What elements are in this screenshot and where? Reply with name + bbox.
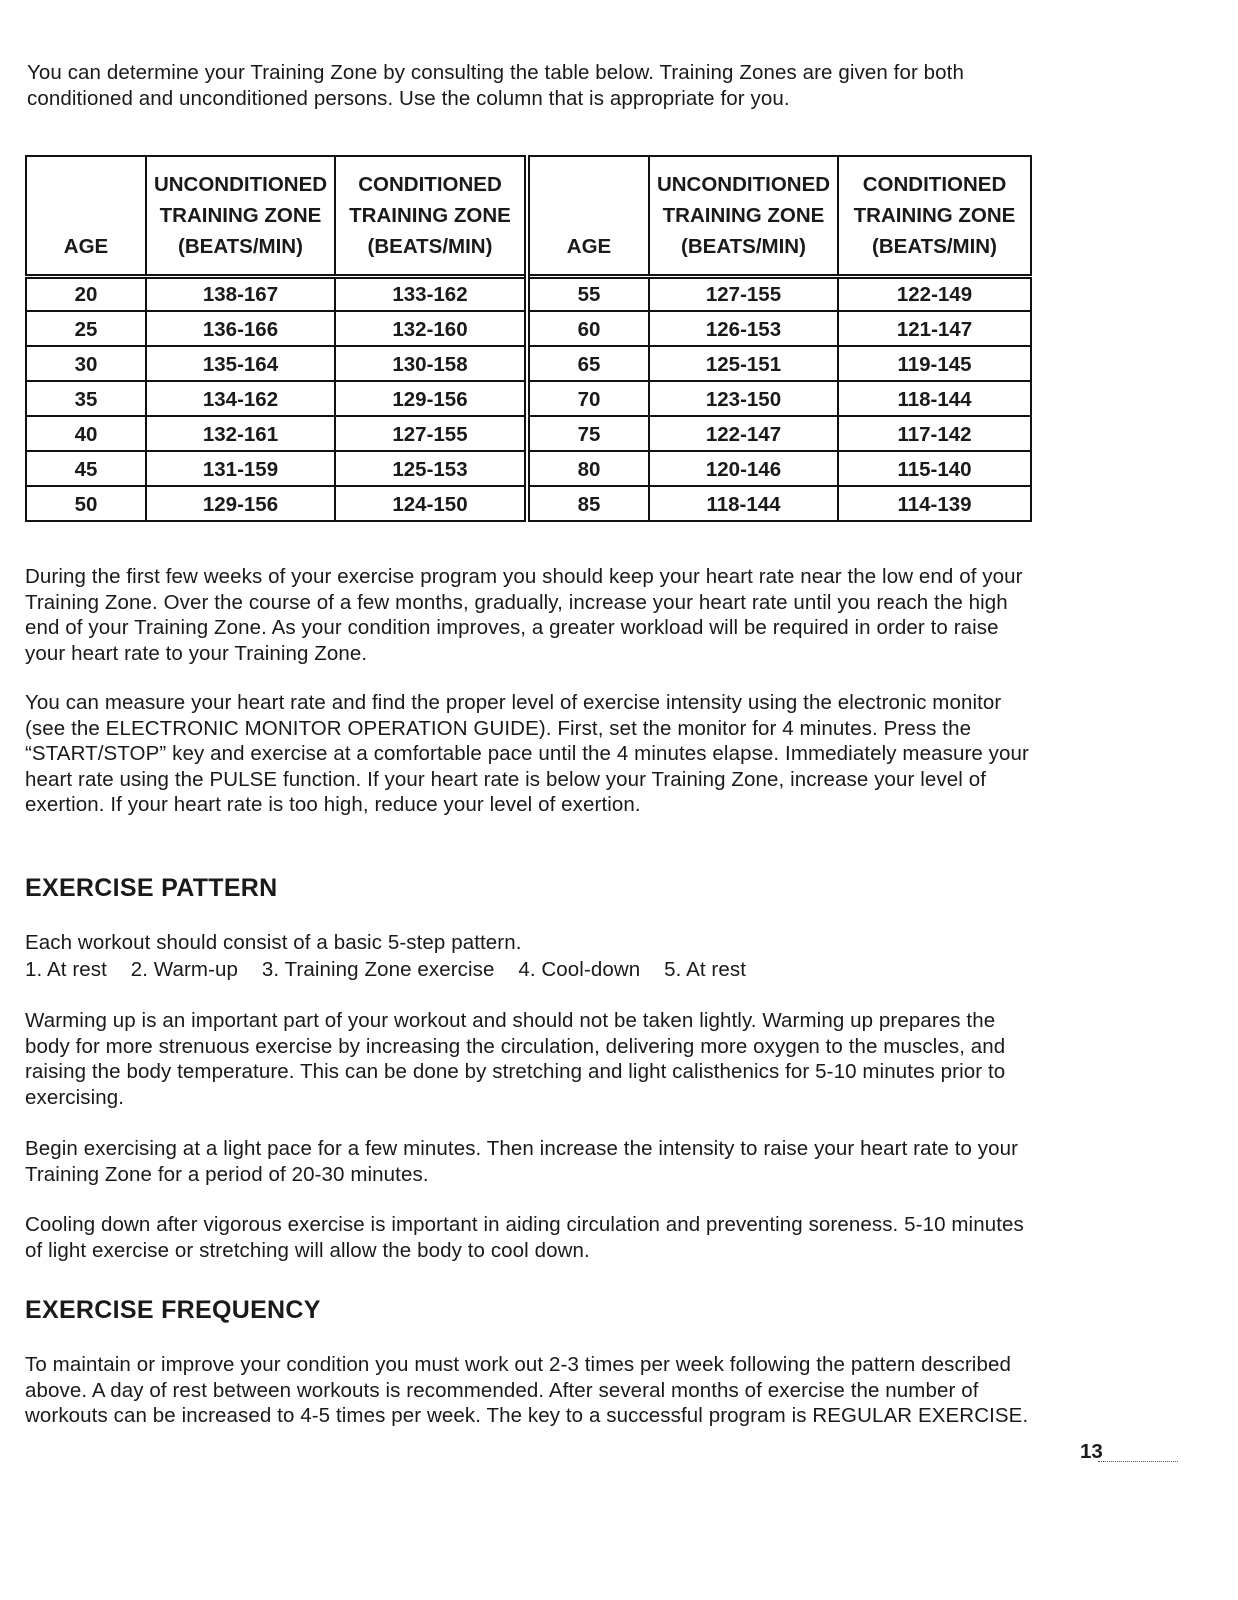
conditioned-zone-cell: 122-149	[838, 276, 1031, 311]
conditioned-zone-cell: 129-156	[335, 381, 527, 416]
table-row	[26, 381, 1031, 416]
page-number: 13	[1080, 1440, 1103, 1463]
unconditioned-zone-cell: 134-162	[146, 381, 335, 416]
table-row	[26, 276, 1031, 311]
header-line: TRAINING ZONE	[159, 203, 322, 227]
unconditioned-zone-cell: 123-150	[649, 381, 838, 416]
age-cell: 50	[26, 486, 146, 521]
unconditioned-zone-cell: 120-146	[649, 451, 838, 486]
conditioned-zone-cell: 115-140	[838, 451, 1031, 486]
conditioned-zone-cell: 118-144	[838, 381, 1031, 416]
exercise-frequency-heading: EXERCISE FREQUENCY	[25, 1296, 321, 1324]
conditioned-zone-cell: 124-150	[335, 486, 527, 521]
conditioned-zone-cell: 114-139	[838, 486, 1031, 521]
age-cell: 40	[26, 416, 146, 451]
header-line: TRAINING ZONE	[349, 203, 511, 227]
header-line: UNCONDITIONED	[153, 172, 328, 196]
unconditioned-zone-cell: 131-159	[146, 451, 335, 486]
age-cell: 85	[527, 486, 649, 521]
unconditioned-zone-cell: 118-144	[649, 486, 838, 521]
pattern-step: 4. Cool-down	[518, 958, 641, 981]
conditioned-zone-cell: 132-160	[335, 311, 527, 346]
age-cell: 30	[26, 346, 146, 381]
monitor-paragraph: You can measure your heart rate and find the proper level of exercise intensity using the electronic monitor (see the ELECTRONIC MONITOR OPERATION GUIDE). First, set the monitor for 4 minutes. Press the “START/STOP” key and exercise at a comfortable pace until the 4 minutes elapse. Immediately measure your heart rate using the PULSE function. If your heart rate is below your Training Zone, increase your level of exertion. If your heart rate is too high, reduce your level of exertion.	[25, 691, 1029, 816]
table-row	[26, 416, 1031, 451]
unconditioned-zone-cell: 132-161	[146, 416, 335, 451]
unconditioned-zone-cell: 129-156	[146, 486, 335, 521]
pattern-intro-paragraph: Each workout should consist of a basic 5-step pattern.	[25, 931, 522, 954]
table-row	[26, 451, 1031, 486]
unconditioned-header-right	[649, 156, 838, 276]
header-line: CONDITIONED	[862, 172, 1007, 196]
header-line: TRAINING ZONE	[853, 203, 1016, 227]
warmup-paragraph: Warming up is an important part of your workout and should not be taken lightly. Warming up prepares the body for more strenuous exercise by increasing the circulation, delivering more oxygen to the muscles, and raising the body temperature. This can be done by stretching and light calisthenics for 5-10 minutes prior to exercising.	[25, 1009, 1006, 1109]
unconditioned-zone-cell: 122-147	[649, 416, 838, 451]
training-zone-table	[25, 155, 1032, 522]
pattern-step: 1. At rest	[25, 958, 107, 981]
conditioned-zone-cell: 121-147	[838, 311, 1031, 346]
begin-paragraph: Begin exercising at a light pace for a few minutes. Then increase the intensity to raise your heart rate to your Training Zone for a period of 20-30 minutes.	[25, 1137, 1019, 1186]
unconditioned-zone-cell: 138-167	[146, 276, 335, 311]
table-row	[26, 346, 1031, 381]
unconditioned-zone-cell: 126-153	[649, 311, 838, 346]
conditioned-header-left	[335, 156, 527, 276]
conditioned-zone-cell: 119-145	[838, 346, 1031, 381]
pattern-step: 2. Warm-up	[130, 958, 239, 981]
unconditioned-zone-cell: 136-166	[146, 311, 335, 346]
conditioned-zone-cell: 127-155	[335, 416, 527, 451]
exercise-pattern-heading: EXERCISE PATTERN	[25, 874, 278, 902]
conditioned-zone-cell: 130-158	[335, 346, 527, 381]
header-line: UNCONDITIONED	[656, 172, 831, 196]
age-cell: 45	[26, 451, 146, 486]
header-line: (BEATS/MIN)	[178, 234, 303, 258]
header-line: (BEATS/MIN)	[681, 234, 806, 258]
frequency-paragraph: To maintain or improve your condition you must work out 2-3 times per week following the pattern described above. A day of rest between workouts is recommended. After several months of exercise the number of workouts can be increased to 4-5 times per week. The key to a successful program is REGULAR EXERCISE.	[25, 1353, 1029, 1427]
unconditioned-header-left	[146, 156, 335, 276]
age-cell: 80	[527, 451, 649, 486]
table-header-row	[26, 156, 1031, 276]
age-cell: 65	[527, 346, 649, 381]
age-cell: 20	[26, 276, 146, 311]
header-line: (BEATS/MIN)	[872, 234, 997, 258]
pattern-step: 3. Training Zone exercise	[261, 958, 495, 981]
cooldown-paragraph: Cooling down after vigorous exercise is important in aiding circulation and preventing soreness. 5-10 minutes of light exercise or stretching will allow the body to cool down.	[25, 1213, 1024, 1262]
conditioned-zone-cell: 117-142	[838, 416, 1031, 451]
header-line: TRAINING ZONE	[662, 203, 825, 227]
conditioned-zone-cell: 133-162	[335, 276, 527, 311]
age-cell: 25	[26, 311, 146, 346]
unconditioned-zone-cell: 125-151	[649, 346, 838, 381]
unconditioned-zone-cell: 135-164	[146, 346, 335, 381]
age-cell: 70	[527, 381, 649, 416]
conditioned-header-right	[838, 156, 1031, 276]
table-row	[26, 311, 1031, 346]
pattern-step: 5. At rest	[664, 958, 747, 981]
header-line: (BEATS/MIN)	[367, 234, 493, 258]
header-line: CONDITIONED	[358, 172, 502, 196]
age-header-left: AGE	[26, 156, 146, 276]
conditioned-zone-cell: 125-153	[335, 451, 527, 486]
low-end-paragraph: During the first few weeks of your exercise program you should keep your heart rate near the low end of your Training Zone. Over the course of a few months, gradually, increase your heart rate until you reach the high end of your Training Zone. As your condition improves, a greater workload will be required in order to raise your heart rate to your Training Zone.	[25, 565, 1023, 665]
table-row	[26, 486, 1031, 521]
age-cell: 35	[26, 381, 146, 416]
page-number-rule	[1098, 1461, 1178, 1462]
unconditioned-zone-cell: 127-155	[649, 276, 838, 311]
intro-paragraph: You can determine your Training Zone by consulting the table below. Training Zones are given for both conditioned and unconditioned persons. Use the column that is appropriate for you.	[27, 61, 964, 110]
age-cell: 75	[527, 416, 649, 451]
pattern-steps-list	[25, 957, 1035, 983]
age-header-right: AGE	[527, 156, 649, 276]
age-cell: 60	[527, 311, 649, 346]
age-cell: 55	[527, 276, 649, 311]
